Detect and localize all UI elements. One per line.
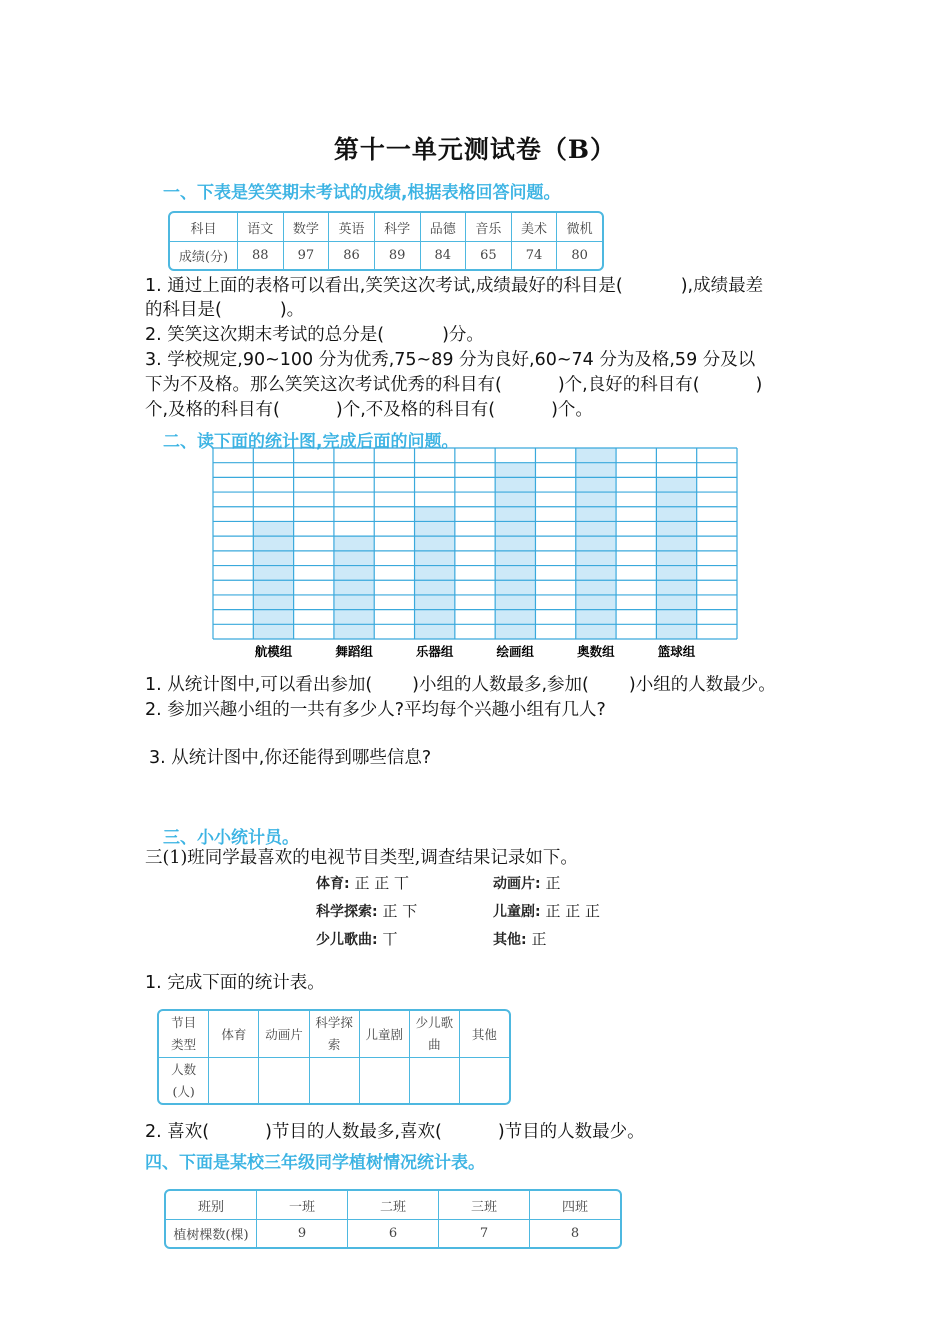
- table-header-cell: 三班: [439, 1191, 530, 1220]
- tally-item: 动画片: 正: [493, 874, 561, 892]
- question-1-1-cont: 的科目是( )。: [145, 300, 305, 320]
- table-cell-blank[interactable]: [459, 1058, 509, 1104]
- question-3-1: 1. 完成下面的统计表。: [145, 973, 325, 993]
- table-header-cell: 动画片: [259, 1011, 309, 1058]
- section-3-heading: 三、小小统计员。: [163, 828, 299, 848]
- table-header-cell: 品德: [420, 213, 466, 242]
- table-cell-blank[interactable]: [309, 1058, 359, 1104]
- section-1-heading: 一、下表是笑笑期末考试的成绩,根据表格回答问题。: [163, 183, 561, 203]
- table-cell: 97: [283, 242, 329, 270]
- table-cell-blank[interactable]: [209, 1058, 259, 1104]
- tally-item: 其他: 正: [493, 930, 547, 948]
- question-1-3: 3. 学校规定,90~100 分为优秀,75~89 分为良好,60~74 分为及格,59 分及以: [145, 350, 756, 370]
- question-2-3: 3. 从统计图中,你还能得到哪些信息?: [149, 748, 432, 768]
- table-header-cell: 美术: [511, 213, 557, 242]
- table-cell-blank[interactable]: [409, 1058, 459, 1104]
- table-header-cell: 其他: [459, 1011, 509, 1058]
- table-header-cell: 科学探索: [309, 1011, 359, 1058]
- tally-item: 儿童剧: 正 正 正: [493, 902, 601, 920]
- table-cell-blank[interactable]: [359, 1058, 409, 1104]
- question-1-3-cont: 下为不及格。那么笑笑这次考试优秀的科目有( )个,良好的科目有( ): [145, 375, 763, 395]
- table-cell: 86: [329, 242, 375, 270]
- table-header-cell: 科学: [374, 213, 420, 242]
- question-3-2: 2. 喜欢( )节目的人数最多,喜欢( )节目的人数最少。: [145, 1122, 645, 1142]
- section-2-heading: 二、读下面的统计图,完成后面的问题。: [163, 432, 459, 452]
- x-tick-label: 篮球组: [657, 644, 696, 659]
- table-cell: 7: [439, 1220, 530, 1248]
- table-row-label: 人数 (人): [159, 1058, 209, 1104]
- table-row-label: 植树棵数(棵): [166, 1220, 257, 1248]
- question-2-2: 2. 参加兴趣小组的一共有多少人?平均每个兴趣小组有几人?: [145, 700, 606, 720]
- table-cell: 9: [257, 1220, 348, 1248]
- tally-item: 体育: 正 正 丅: [316, 874, 410, 892]
- table-cell: 88: [238, 242, 284, 270]
- table-header-cell: 体育: [209, 1011, 259, 1058]
- table-cell: 6: [348, 1220, 439, 1248]
- chart-bar: [415, 507, 455, 639]
- x-tick-label: 舞蹈组: [335, 644, 373, 659]
- chart-bar: [334, 536, 374, 639]
- x-tick-label: 乐器组: [415, 644, 454, 659]
- table-header-cell: 语文: [238, 213, 284, 242]
- bar-chart: [205, 444, 745, 664]
- x-tick-label: 绘画组: [496, 644, 535, 659]
- table-cell: 8: [530, 1220, 621, 1248]
- table-header-cell: 二班: [348, 1191, 439, 1220]
- page-title: 第十一单元测试卷（B）: [333, 135, 617, 164]
- tally-item: 科学探索: 正 下: [316, 902, 418, 920]
- table-cell: 65: [466, 242, 512, 270]
- tally-item: 少儿歌曲: 丅: [316, 930, 398, 948]
- table-header-cell: 英语: [329, 213, 375, 242]
- table-header-cell: 节目 类型: [159, 1011, 209, 1058]
- table-cell: 74: [511, 242, 557, 270]
- table-header-cell: 班别: [166, 1191, 257, 1220]
- table-row-label: 成绩(分): [170, 242, 238, 270]
- table-header-cell: 微机: [557, 213, 603, 242]
- table-cell: 84: [420, 242, 466, 270]
- table-header-cell: 少儿歌曲: [409, 1011, 459, 1058]
- chart-bar: [656, 477, 696, 639]
- question-1-1: 1. 通过上面的表格可以看出,笑笑这次考试,成绩最好的科目是( ),成绩最差: [145, 276, 764, 296]
- x-tick-label: 航模组: [254, 644, 293, 659]
- table-cell-blank[interactable]: [259, 1058, 309, 1104]
- tree-planting-table: [164, 1189, 622, 1249]
- table-header-cell: 一班: [257, 1191, 348, 1220]
- question-1-3-cont2: 个,及格的科目有( )个,不及格的科目有( )个。: [145, 400, 593, 420]
- table-header-cell: 数学: [283, 213, 329, 242]
- x-tick-label: 奥数组: [577, 644, 615, 659]
- chart-bar: [576, 448, 616, 639]
- section-4-heading: 四、下面是某校三年级同学植树情况统计表。: [145, 1153, 485, 1173]
- table-header-cell: 音乐: [466, 213, 512, 242]
- section-3-intro: 三(1)班同学最喜欢的电视节目类型,调查结果记录如下。: [145, 848, 578, 868]
- table-header-cell: 儿童剧: [359, 1011, 409, 1058]
- table-header-cell: 科目: [170, 213, 238, 242]
- table-cell: 80: [557, 242, 603, 270]
- table-cell: 89: [374, 242, 420, 270]
- tv-program-table: [157, 1009, 511, 1105]
- question-2-1: 1. 从统计图中,可以看出参加( )小组的人数最多,参加( )小组的人数最少。: [145, 675, 776, 695]
- score-table: [168, 211, 604, 271]
- question-1-2: 2. 笑笑这次期末考试的总分是( )分。: [145, 325, 484, 345]
- table-header-cell: 四班: [530, 1191, 621, 1220]
